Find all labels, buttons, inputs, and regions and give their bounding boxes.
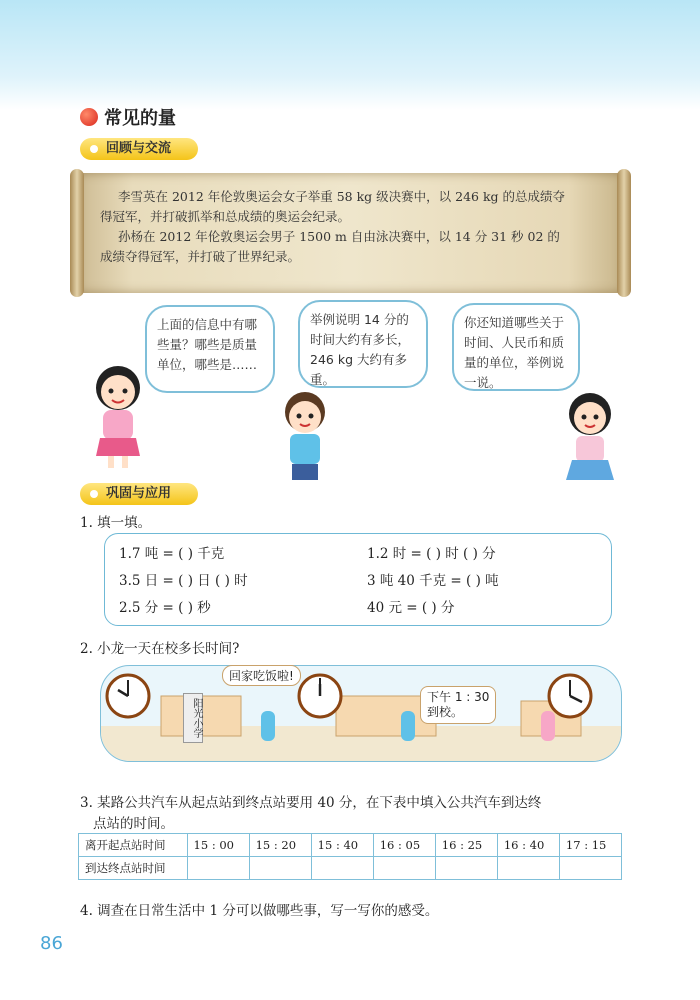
- table-cell[interactable]: [435, 857, 497, 880]
- table-cell: 15 : 20: [249, 834, 311, 857]
- table-cell[interactable]: [187, 857, 249, 880]
- table-cell[interactable]: [497, 857, 559, 880]
- question-2-title: 2. 小龙一天在校多长时间?: [80, 641, 240, 657]
- table-row: [79, 857, 622, 880]
- girl2-illustration-icon: [550, 388, 630, 493]
- school-sign: 阳光小学: [183, 693, 203, 743]
- question-3-title-line1: 3. 某路公共汽车从起点站到终点站要用 40 分，在下表中填入公共汽车到达终: [80, 795, 542, 811]
- fill-item: 1.2 时 = ( ) 时 ( ) 分: [367, 546, 496, 562]
- header-band: [0, 0, 700, 110]
- table-cell: 16 : 05: [373, 834, 435, 857]
- fill-item: 2.5 分 = ( ) 秒: [119, 600, 211, 616]
- scroll-roll-left-icon: [70, 169, 84, 297]
- scroll-text-line: 得冠军，并打破抓举和总成绩的奥运会纪录。: [100, 209, 351, 224]
- fill-item: 3.5 日 = ( ) 日 ( ) 时: [119, 573, 248, 589]
- speech-arrive-line: 到校。: [427, 705, 464, 719]
- girl-illustration-icon: [78, 360, 158, 470]
- scroll-text-line: 孙杨在 2012 年伦敦奥运会男子 1500 m 自由泳决赛中，以 14 分 31 秒 02 的: [118, 229, 560, 244]
- speech-arrive-line: 下午 1 : 30: [427, 690, 490, 704]
- school-day-illustration: [100, 665, 622, 762]
- table-cell[interactable]: [311, 857, 373, 880]
- speech-bubble-3: 你还知道哪些关于时间、人民币和质量的单位，举例说一说。: [452, 303, 580, 391]
- clock-afternoon-icon: [546, 672, 594, 720]
- practice-tag-label: 巩固与应用: [106, 486, 172, 501]
- table-row: [79, 834, 622, 857]
- question-1-title: 1. 填一填。: [80, 515, 152, 531]
- bus-time-table: [78, 833, 622, 880]
- page-number: 86: [40, 933, 63, 954]
- tag-dot-icon: [90, 490, 98, 498]
- info-scroll: [78, 173, 623, 293]
- review-tag-label: 回顾与交流: [106, 141, 172, 156]
- table-cell: 15 : 00: [187, 834, 249, 857]
- fill-item: 40 元 = ( ) 分: [367, 600, 455, 616]
- tag-dot-icon: [90, 145, 98, 153]
- clock-noon-icon: [296, 672, 344, 720]
- school-scene-icon: [101, 666, 621, 761]
- table-cell[interactable]: [249, 857, 311, 880]
- fill-in-box: [104, 533, 612, 626]
- question-4-title: 4. 调查在日常生活中 1 分可以做哪些事，写一写你的感受。: [80, 903, 439, 919]
- scroll-text-line: 成绩夺得冠军，并打破了世界纪录。: [100, 249, 301, 264]
- section-title: 常见的量: [104, 108, 176, 129]
- table-cell: 15 : 40: [311, 834, 373, 857]
- table-cell: 16 : 25: [435, 834, 497, 857]
- question-3-title-line2: 点站的时间。: [93, 816, 174, 832]
- fill-item: 1.7 吨 = ( ) 千克: [119, 546, 225, 562]
- speech-bubble-1: 上面的信息中有哪些量？哪些是质量单位，哪些是……: [145, 305, 275, 393]
- speech-go-home: 回家吃饭啦!: [222, 665, 301, 686]
- table-cell: 16 : 40: [497, 834, 559, 857]
- scroll-roll-right-icon: [617, 169, 631, 297]
- table-cell[interactable]: [373, 857, 435, 880]
- review-tag: [80, 138, 198, 160]
- clock-morning-icon: [104, 672, 152, 720]
- section-bullet-icon: [80, 108, 98, 126]
- boy-illustration-icon: [270, 388, 340, 483]
- fill-item: 3 吨 40 千克 = ( ) 吨: [367, 573, 499, 589]
- table-cell[interactable]: [559, 857, 621, 880]
- speech-arrive-school: [420, 686, 496, 724]
- speech-bubble-2: 举例说明 14 分的时间大约有多长，246 kg 大约有多重。: [298, 300, 428, 388]
- practice-tag: [80, 483, 198, 505]
- table-row-label: 到达终点站时间: [79, 857, 188, 880]
- table-cell: 17 : 15: [559, 834, 621, 857]
- table-row-label: 离开起点站时间: [79, 834, 188, 857]
- scroll-text-line: 李雪英在 2012 年伦敦奥运会女子举重 58 kg 级决赛中，以 246 kg 的总成绩夺: [118, 189, 566, 204]
